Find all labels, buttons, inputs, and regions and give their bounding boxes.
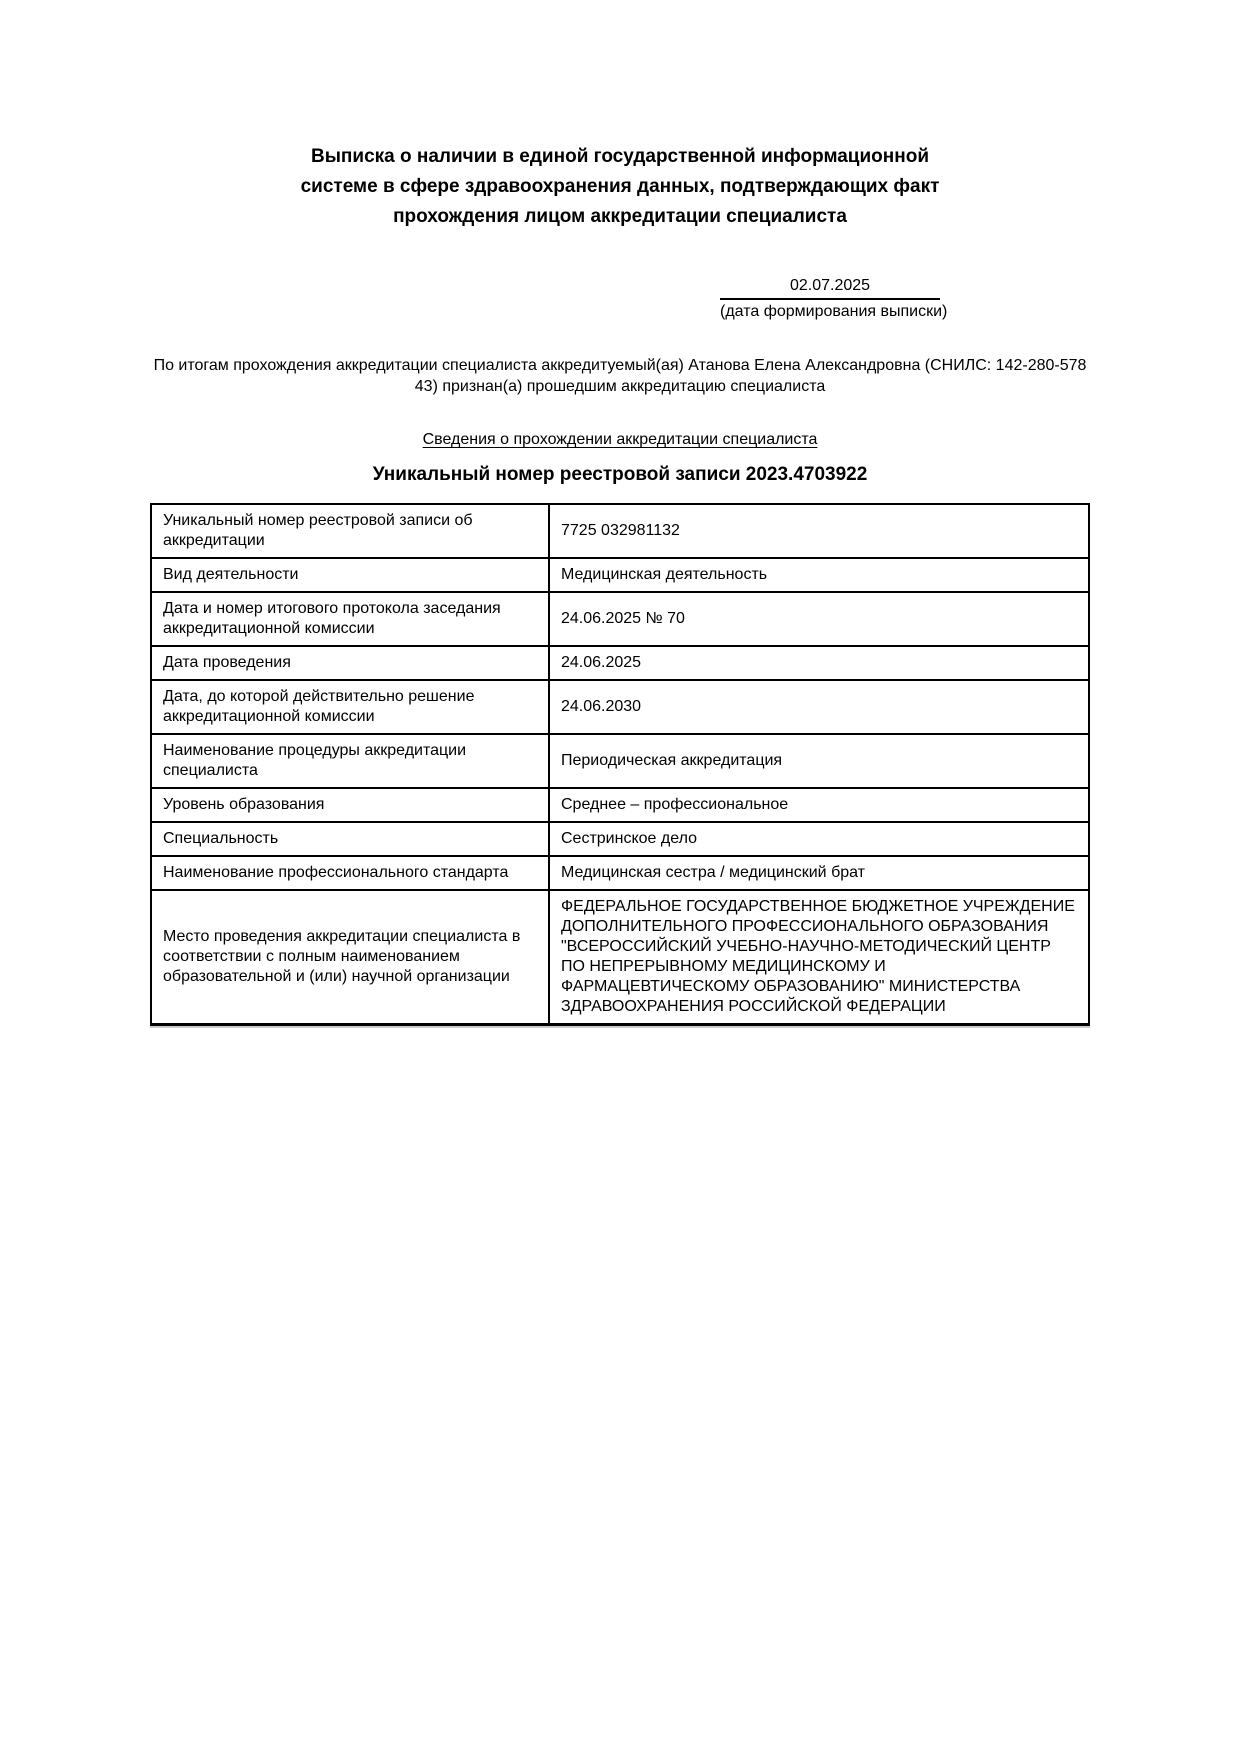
document-title-line-2: системе в сфере здравоохранения данных, подтверждающих факт xyxy=(300,176,940,197)
intro-paragraph: По итогам прохождения аккредитации специалиста аккредитуемый(ая) Атанова Елена Александровна (СНИЛС: 142-280-578 43) признан(а) прошедшим аккредитацию специалиста xyxy=(153,357,1087,395)
document-title-line-3: прохождения лицом аккредитации специалиста xyxy=(393,206,847,227)
issue-date-block xyxy=(720,276,948,321)
row-label: Дата и номер итогового протокола заседания аккредитационной комиссии xyxy=(151,592,549,646)
row-value: Сестринское дело xyxy=(549,822,1089,856)
row-value: Медицинская деятельность xyxy=(549,558,1089,592)
row-label: Вид деятельности xyxy=(151,558,549,592)
issue-date-caption: (дата формирования выписки) xyxy=(720,303,948,320)
row-label: Уникальный номер реестровой записи об аккредитации xyxy=(151,504,549,558)
document-title xyxy=(150,142,1090,232)
table-row-professional-standard xyxy=(151,856,1089,890)
row-label: Наименование процедуры аккредитации специалиста xyxy=(151,734,549,788)
row-label: Наименование профессионального стандарта xyxy=(151,856,549,890)
row-value: 24.06.2025 xyxy=(549,646,1089,680)
table-row-accreditation-place xyxy=(151,890,1089,1025)
document-title-line-1: Выписка о наличии в единой государственной информационной xyxy=(310,146,930,167)
table-row-specialty xyxy=(151,822,1089,856)
section-heading: Сведения о прохождении аккредитации специалиста xyxy=(422,431,818,448)
table-row-registry-number xyxy=(151,504,1089,558)
table-row-activity-type xyxy=(151,558,1089,592)
row-value: Среднее – профессиональное xyxy=(549,788,1089,822)
row-label: Дата, до которой действительно решение аккредитационной комиссии xyxy=(151,680,549,734)
accreditation-table xyxy=(150,503,1090,1026)
row-label: Уровень образования xyxy=(151,788,549,822)
row-label: Дата проведения xyxy=(151,646,549,680)
issue-date-value: 02.07.2025 xyxy=(720,276,940,300)
table-row-procedure-name xyxy=(151,734,1089,788)
table-row-protocol-date-number xyxy=(151,592,1089,646)
row-value: ФЕДЕРАЛЬНОЕ ГОСУДАРСТВЕННОЕ БЮДЖЕТНОЕ УЧРЕЖДЕНИЕ ДОПОЛНИТЕЛЬНОГО ПРОФЕССИОНАЛЬНОГО ОБРАЗОВАНИЯ "ВСЕРОССИЙСКИЙ УЧЕБНО-НАУЧНО-МЕТОДИЧЕСКИЙ ЦЕНТР ПО НЕПРЕРЫВНОМУ МЕДИЦИНСКОМУ И ФАРМАЦЕВТИЧЕСКОМУ ОБРАЗОВАНИЮ" МИНИСТЕРСТВА ЗДРАВООХРАНЕНИЯ РОССИЙСКОЙ ФЕДЕРАЦИИ xyxy=(549,890,1089,1025)
row-value: Медицинская сестра / медицинский брат xyxy=(549,856,1089,890)
row-label: Место проведения аккредитации специалиста в соответствии с полным наименованием образовательной и (или) научной организации xyxy=(151,890,549,1025)
row-value: Периодическая аккредитация xyxy=(549,734,1089,788)
record-number-heading: Уникальный номер реестровой записи 2023.4703922 xyxy=(372,464,868,485)
table-row-valid-until-date xyxy=(151,680,1089,734)
row-value: 7725 032981132 xyxy=(549,504,1089,558)
row-value: 24.06.2025 № 70 xyxy=(549,592,1089,646)
row-value: 24.06.2030 xyxy=(549,680,1089,734)
row-label: Специальность xyxy=(151,822,549,856)
table-row-education-level xyxy=(151,788,1089,822)
table-row-event-date xyxy=(151,646,1089,680)
